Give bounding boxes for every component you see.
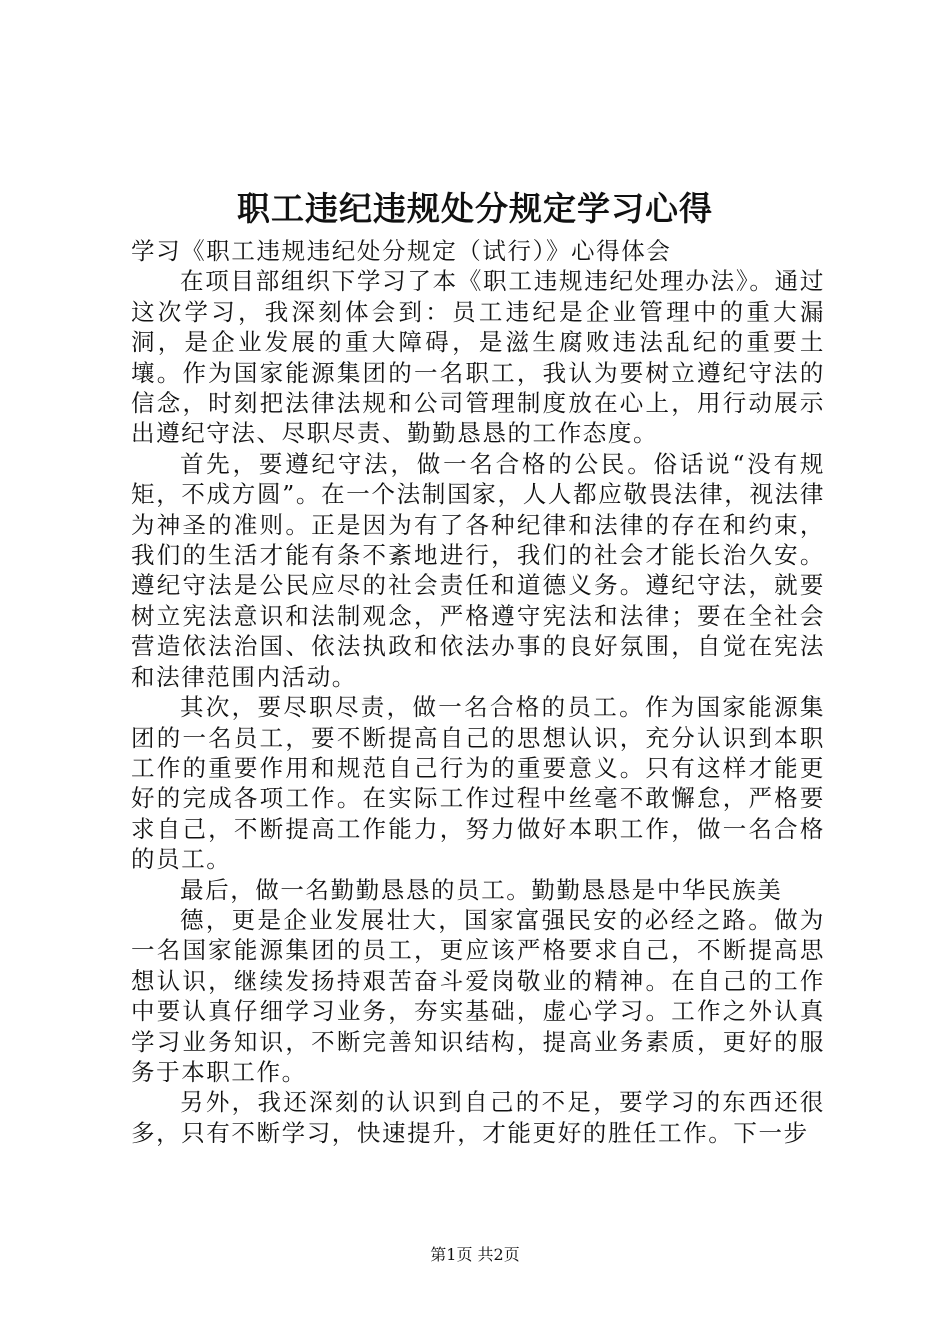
paragraph-additional: 另外，我还深刻的认识到自己的不足，要学习的东西还很多，只有不断学习，快速提升，才能更好的胜任工作。下一步 [131, 1088, 825, 1147]
paragraph-second-point: 其次，要尽职尽责，做一名合格的员工。作为国家能源集团的一名员工，要不断提高自己的思想认识，充分认识到本职工作的重要作用和规范自己行为的重要意义。只有这样才能更好的完成各项工作。在实际工作过程中丝毫不敢懈怠，严格要求自己，不断提高工作能力，努力做好本职工作，做一名合格的员工。 [131, 693, 825, 874]
document-body [131, 236, 825, 1148]
paragraph-third-point: 最后，做一名勤勤恳恳的员工。勤勤恳恳是中华民族美 [180, 875, 783, 904]
page-number-footer: 第1页 共2页 [430, 1245, 520, 1264]
paragraph-intro: 在项目部组织下学习了本《职工违规违纪处理办法》。通过这次学习，我深刻体会到：员工违纪是企业管理中的重大漏洞，是企业发展的重大障碍，是滋生腐败违法乱纪的重要土壤。作为国家能源集团的一名职工，我认为要树立遵纪守法的信念，时刻把法律法规和公司管理制度放在心上，用行动展示出遵纪守法、尽职尽责、勤勤恳恳的工作态度。 [131, 267, 825, 448]
document-title: 职工违纪违规处分规定学习心得 [237, 189, 713, 228]
document-subtitle: 学习《职工违规违纪处分规定（试行）》心得体会 [131, 237, 672, 265]
paragraph-third-point-continued: 德，更是企业发展壮大，国家富强民安的必经之路。做为一名国家能源集团的员工，更应该严格要求自己，不断提高思想认识，继续发扬持艰苦奋斗爱岗敬业的精神。在自己的工作中要认真仔细学习业务，夯实基础，虚心学习。工作之外认真学习业务知识，不断完善知识结构，提高业务素质，更好的服务于本职工作。 [131, 905, 825, 1086]
paragraph-first-point: 首先，要遵纪守法，做一名合格的公民。俗话说“没有规矩，不成方圆”。在一个法制国家，人人都应敬畏法律，视法律为神圣的准则。正是因为有了各种纪律和法律的存在和约束，我们的生活才能有条不紊地进行，我们的社会才能长治久安。遵纪守法是公民应尽的社会责任和道德义务。遵纪守法，就要树立宪法意识和法制观念，严格遵守宪法和法律；要在全社会营造依法治国、依法执政和依法办事的良好氛围，自觉在宪法和法律范围内活动。 [131, 449, 825, 691]
